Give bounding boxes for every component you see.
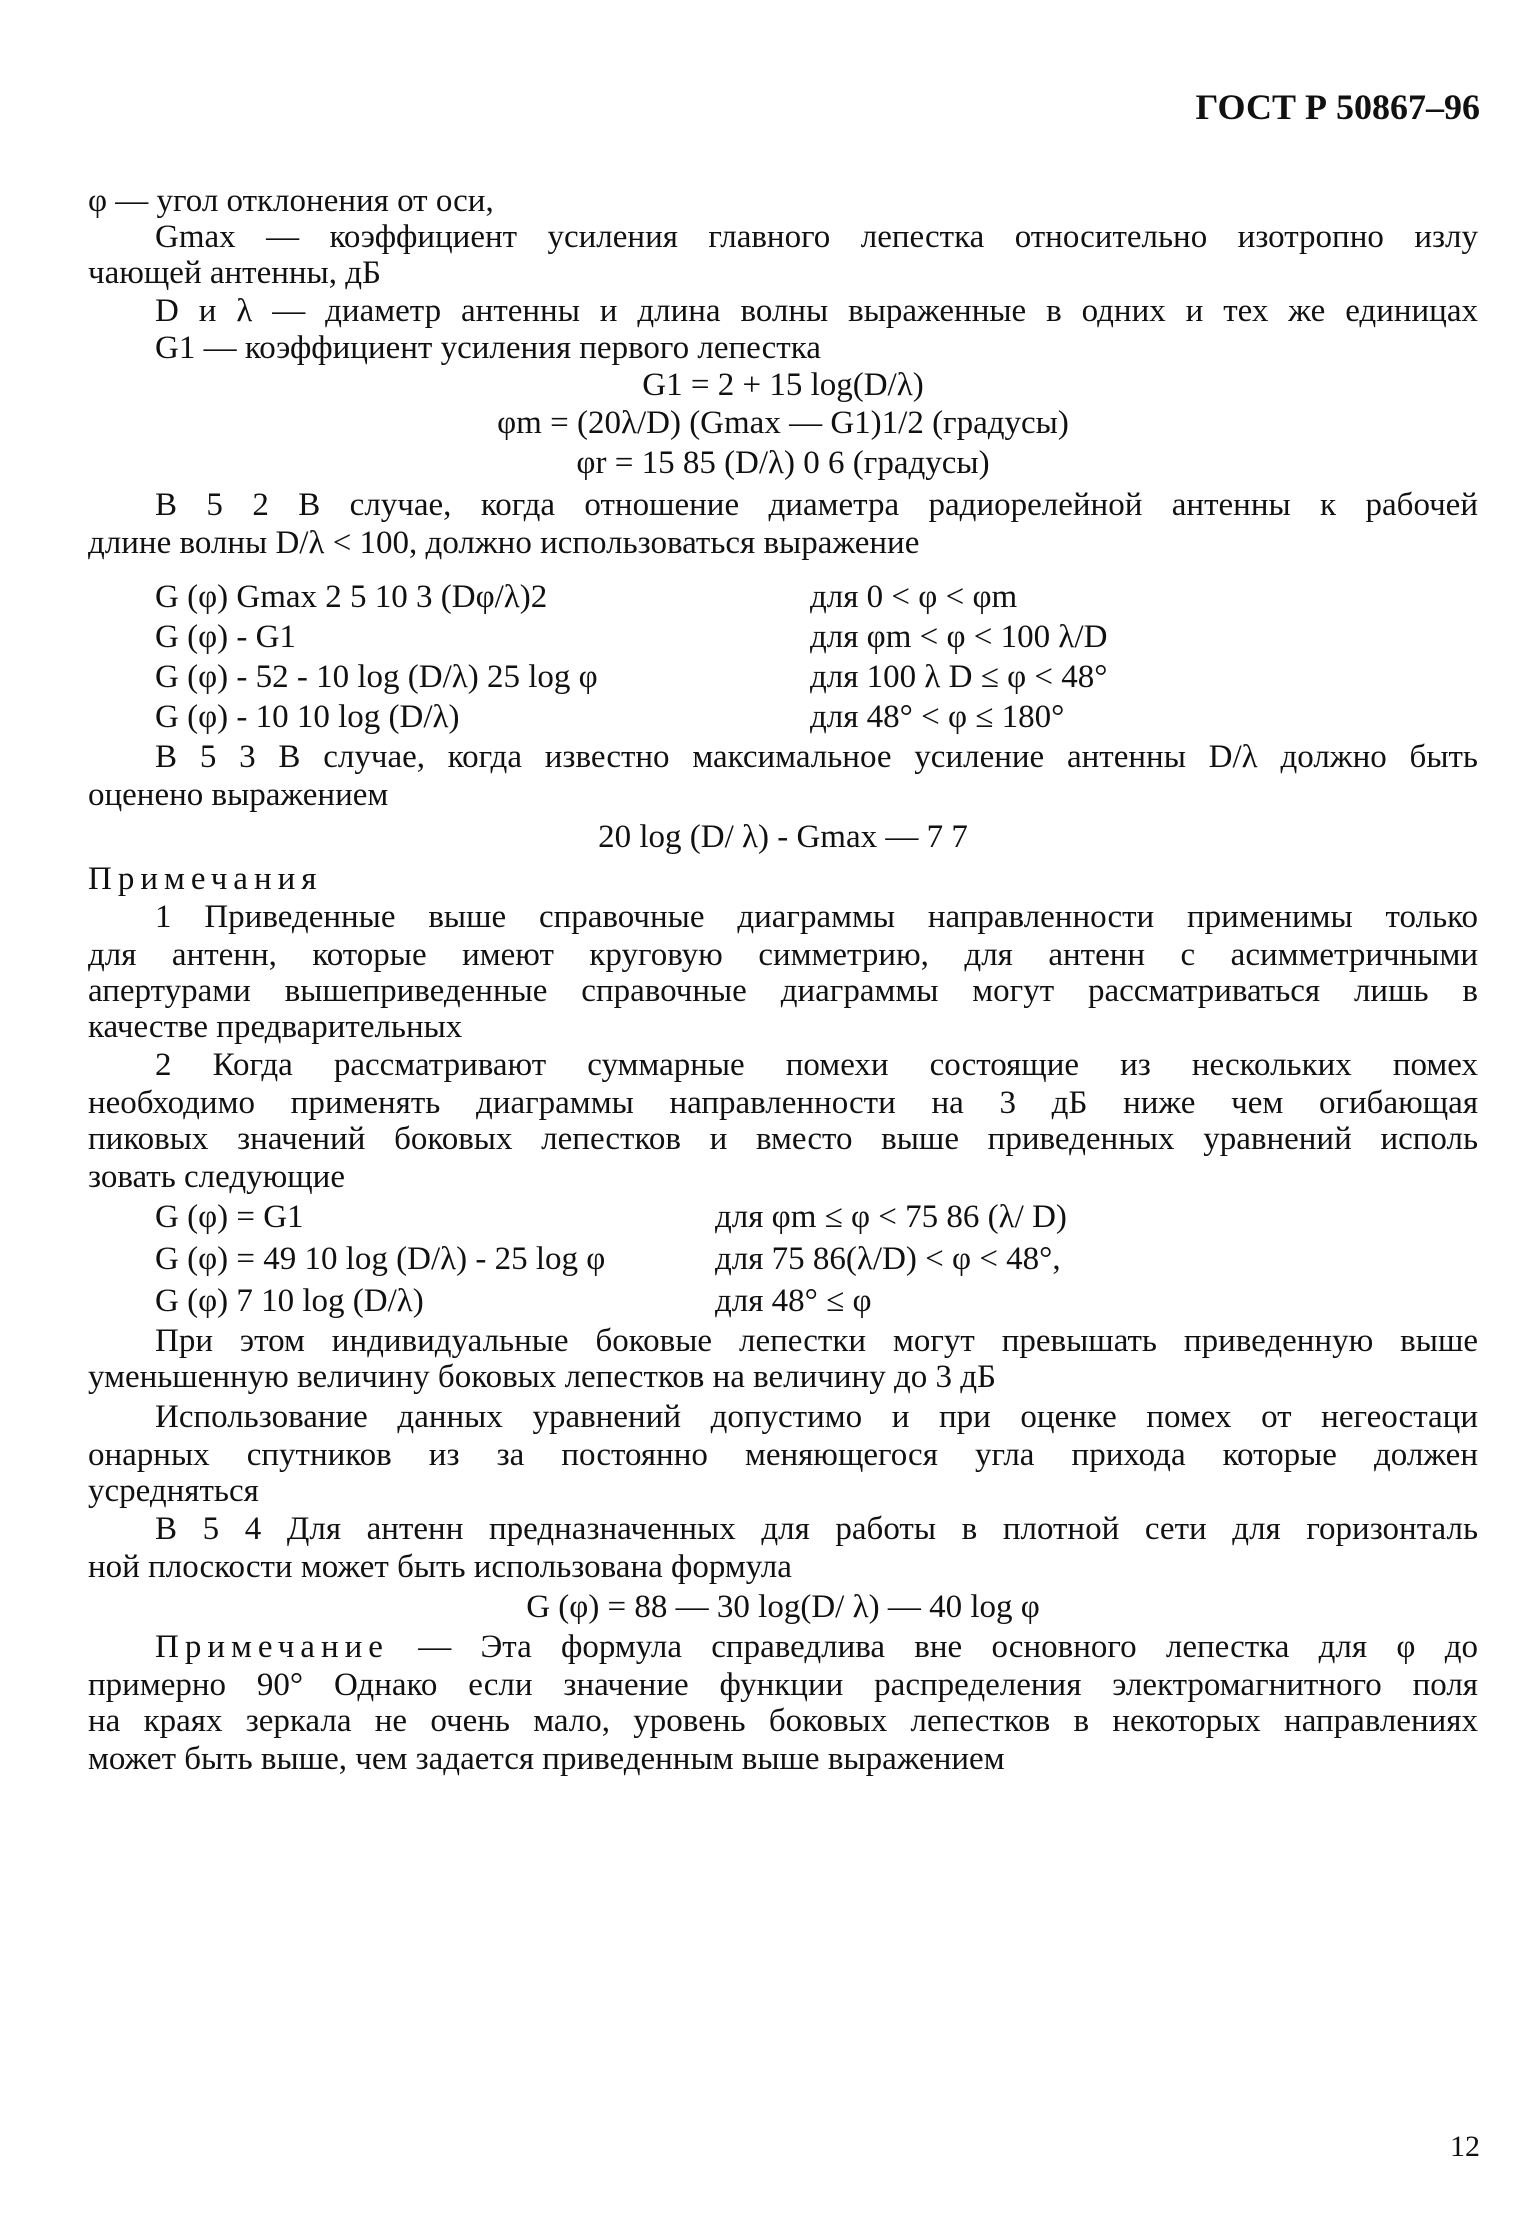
final-note-line-2: примерно 90° Однако если значение функции распределения электромагнитного поля xyxy=(88,1667,1478,1703)
final-note-label: Примечание xyxy=(155,1629,389,1665)
b52-expr-3: G (φ) - 52 - 10 log (D/λ) 25 log φ xyxy=(155,659,598,695)
note2-line-2: необходимо применять диаграммы направленности на 3 дБ ниже чем огибающая xyxy=(88,1085,1478,1121)
b52-line-1: В 5 2 В случае, когда отношение диаметра радиорелейной антенны к рабочей xyxy=(155,487,1478,523)
note-expr-3: G (φ) 7 10 log (D/λ) xyxy=(155,1283,424,1319)
formula-phi-m: φm = (20λ/D) (Gmax — G1)1/2 (градусы) xyxy=(497,405,1069,441)
final-note-line-1-text: — Эта формула справедлива вне основного лепестка для φ до xyxy=(388,1629,1478,1665)
final-note-line-4: может быть выше, чем задается приведенным выше выражением xyxy=(88,1741,1005,1777)
note-expr-1: G (φ) = G1 xyxy=(155,1199,304,1235)
b52-expr-2: G (φ) - G1 xyxy=(155,619,296,655)
document-header: ГОСТ Р 50867–96 xyxy=(1195,87,1480,127)
note2-line-4: зовать следующие xyxy=(88,1159,345,1195)
note2-line-3: пиковых значений боковых лепестков и вместо выше приведенных уравнений исполь xyxy=(88,1121,1478,1157)
def-gmax-2: чающей антенны, дБ xyxy=(88,255,381,291)
page-number: 12 xyxy=(1450,2130,1480,2163)
b53-line-1: В 5 3 В случае, когда известно максимальное усиление антенны D/λ должно быть xyxy=(155,739,1478,775)
b52-cond-1: для 0 < φ < φm xyxy=(810,579,1018,615)
note-p2-line-1: Использование данных уравнений допустимо и при оценке помех от негеостаци xyxy=(155,1399,1478,1435)
b53-formula: 20 log (D/ λ) - Gmax — 7 7 xyxy=(598,819,968,855)
note-p1-line-1: При этом индивидуальные боковые лепестки могут превышать приведенную выше xyxy=(155,1323,1478,1359)
b53-line-2: оценено выражением xyxy=(88,777,389,813)
note-cond-2: для 75 86(λ/D) < φ < 48°, xyxy=(715,1241,1061,1277)
final-note-line-3: на краях зеркала не очень мало, уровень боковых лепестков в некоторых направлениях xyxy=(88,1703,1478,1739)
b52-cond-2: для φm < φ < 100 λ/D xyxy=(810,619,1108,655)
b52-cond-4: для 48° < φ ≤ 180° xyxy=(810,699,1065,735)
note-p1-line-2: уменьшенную величину боковых лепестков на величину до 3 дБ xyxy=(88,1359,996,1395)
b54-line-2: ной плоскости может быть использована формула xyxy=(88,1549,792,1585)
formula-phi-r: φr = 15 85 (D/λ) 0 6 (градусы) xyxy=(576,445,990,481)
def-d-lambda: D и λ — диаметр антенны и длина волны выраженные в одних и тех же единицах xyxy=(155,293,1478,329)
final-note-line-1 xyxy=(155,1628,1478,1666)
def-gmax-1: Gmax — коэффициент усиления главного лепестка относительно изотропно излу xyxy=(155,219,1478,255)
notes-title: Примечания xyxy=(88,861,323,897)
b52-line-2: длине волны D/λ < 100, должно использоваться выражение xyxy=(88,525,920,561)
formula-g1: G1 = 2 + 15 log(D/λ) xyxy=(642,367,924,403)
note1-line-1: 1 Приведенные выше справочные диаграммы направленности применимы только xyxy=(155,899,1478,935)
note1-line-4: качестве предварительных xyxy=(88,1009,463,1045)
note-p2-line-3: усредняться xyxy=(88,1473,259,1509)
note1-line-2: для антенн, которые имеют круговую симметрию, для антенн с асимметричными xyxy=(88,937,1478,973)
b52-cond-3: для 100 λ D ≤ φ < 48° xyxy=(810,659,1108,695)
def-g1: G1 — коэффициент усиления первого лепестка xyxy=(155,330,821,366)
note-cond-1: для φm ≤ φ < 75 86 (λ/ D) xyxy=(715,1199,1067,1235)
b54-formula: G (φ) = 88 — 30 log(D/ λ) — 40 log φ xyxy=(526,1589,1040,1625)
b52-expr-4: G (φ) - 10 10 log (D/λ) xyxy=(155,699,460,735)
note-expr-2: G (φ) = 49 10 log (D/λ) - 25 log φ xyxy=(155,1241,606,1277)
def-phi: φ — угол отклонения от оси, xyxy=(88,183,494,219)
note2-line-1: 2 Когда рассматривают суммарные помехи состоящие из нескольких помех xyxy=(155,1047,1478,1083)
b52-expr-1: G (φ) Gmax 2 5 10 3 (Dφ/λ)2 xyxy=(155,579,548,615)
note-cond-3: для 48° ≤ φ xyxy=(715,1283,872,1319)
note-p2-line-2: онарных спутников из за постоянно меняющегося угла прихода которые должен xyxy=(88,1437,1478,1473)
b54-line-1: В 5 4 Для антенн предназначенных для работы в плотной сети для горизонталь xyxy=(155,1511,1478,1547)
note1-line-3: апертурами вышеприведенные справочные диаграммы могут рассматриваться лишь в xyxy=(88,973,1478,1009)
